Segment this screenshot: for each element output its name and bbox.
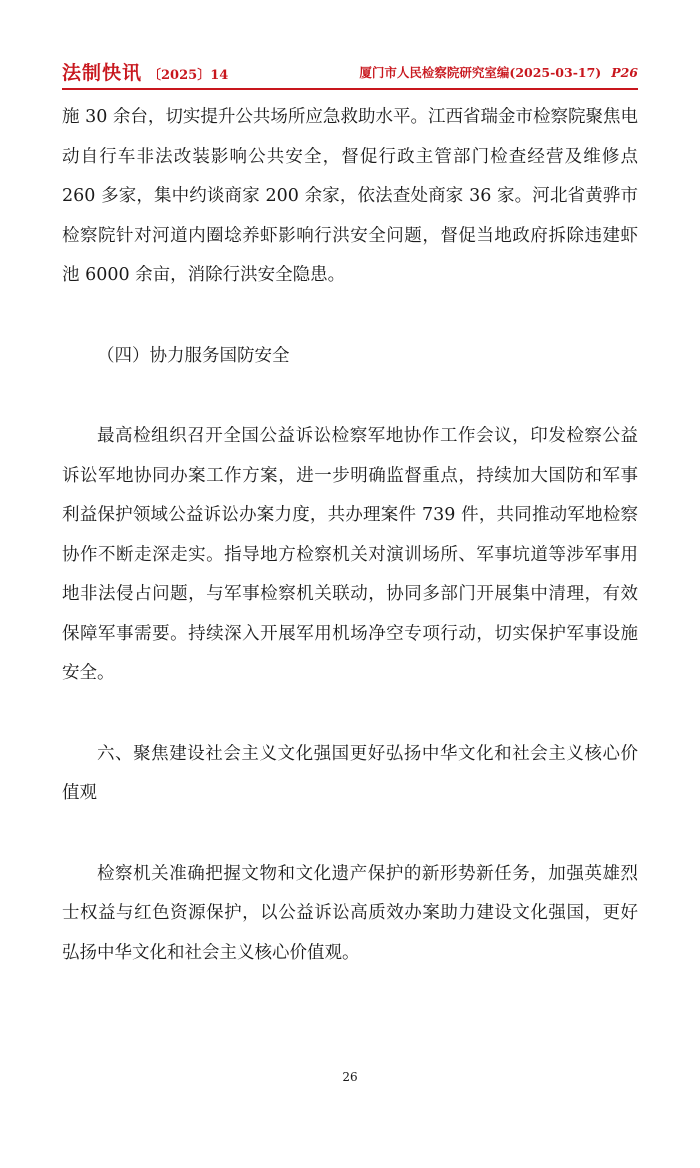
body-paragraph: 最高检组织召开全国公益诉讼检察军地协作工作会议，印发检察公益诉讼军地协同办案工作方案，进一步明确监督重点，持续加大国防和军事利益保护领域公益诉讼办案力度，共办理案件 739 件，共同推动军地检察协作不断走深走实。指导地方检察机关对演训场所、军事坑道等涉军事用地非法侵占问题，与军事检察机关联动，协同多部门开展集中清理，有效保障军事需要。持续深入开展军用机场净空专项行动，切实保护军事设施安全。 [62,426,638,683]
publication-title: 法制快讯 [62,62,143,84]
section-heading: （四）协力服务国防安全 [97,345,290,366]
header-left [62,60,228,89]
body-paragraph: 施 30 余台，切实提升公共场所应急救助水平。江西省瑞金市检察院聚焦电动自行车非法改装影响公共安全，督促行政主管部门检查经营及维修点 260 多家，集中约谈商家 200 余家，依法查处商家 36 家。河北省黄骅市检察院针对河道内圈埝养虾影响行洪安全问题，督促当地政府拆除违建虾池 6000 余亩，消除行洪安全隐患。 [62,107,638,285]
publisher-info: 厦门市人民检察院研究室编(2025-03-17) [359,65,602,80]
page-header [62,60,638,90]
document-body [62,98,638,973]
issue-number: 〔2025〕14 [148,68,229,83]
header-page-tag: P26 [611,65,638,80]
header-right [359,60,638,86]
page-number: 26 [342,1070,358,1084]
body-paragraph: 检察机关准确把握文物和文化遗产保护的新形势新任务，加强英雄烈士权益与红色资源保护，以公益诉讼高质效办案助力建设文化强国，更好弘扬中华文化和社会主义核心价值观。 [62,863,638,963]
section-heading: 六、聚焦建设社会主义文化强国更好弘扬中华文化和社会主义核心价值观 [62,743,638,803]
